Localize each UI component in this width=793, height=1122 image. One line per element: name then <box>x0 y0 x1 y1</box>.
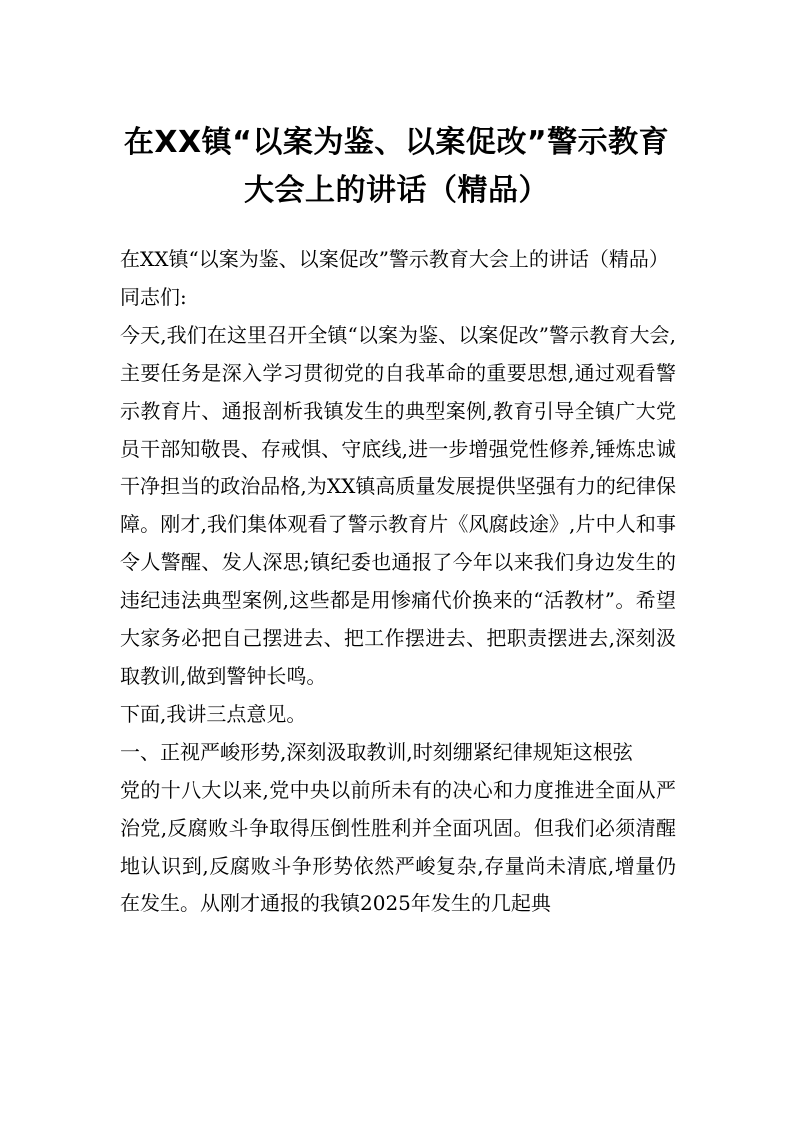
body-paragraph: 下面,我讲三点意见。 <box>120 701 307 726</box>
body-paragraph: 党的十八大以来,党中央以前所未有的决心和力度推进全面从严治党,反腐败斗争取得压倒性胜利并全面巩固。但我们必须清醒地认识到,反腐败斗争形势依然严峻复杂,存量尚未清底,增量仍在发生。从刚才通报的我镇2025年发生的几起典 <box>120 777 676 916</box>
document-title-line-2: 大会上的讲话（精品） <box>244 173 549 208</box>
salutation: 同志们: <box>120 284 187 309</box>
document-body <box>120 241 676 923</box>
section-heading: 一、正视严峻形势,深刻汲取教训,时刻绷紧纪律规矩这根弦 <box>120 739 633 764</box>
body-paragraph: 今天,我们在这里召开全镇“以案为鉴、以案促改”警示教育大会,主要任务是深入学习贯彻党的自我革命的重要思想,通过观看警示教育片、通报剖析我镇发生的典型案例,教育引导全镇广大党员干部知敬畏、存戒惧、守底线,进一步增强党性修养,锤炼忠诚干净担当的政治品格,为XX镇高质量发展提供坚强有力的纪律保障。刚才,我们集体观看了警示教育片《风腐歧途》,片中人和事令人警醒、发人深思;镇纪委也通报了今年以来我们身边发生的违纪违法典型案例,这些都是用惨痛代价换来的“活教材”。希望大家务必把自己摆进去、把工作摆进去、把职责摆进去,深刻汲取教训,做到警钟长鸣。 <box>120 322 676 688</box>
subtitle-paragraph: 在XX镇“以案为鉴、以案促改”警示教育大会上的讲话（精品） <box>120 247 669 271</box>
document-title-line-1: 在XX镇“以案为鉴、以案促改”警示教育 <box>123 125 670 160</box>
